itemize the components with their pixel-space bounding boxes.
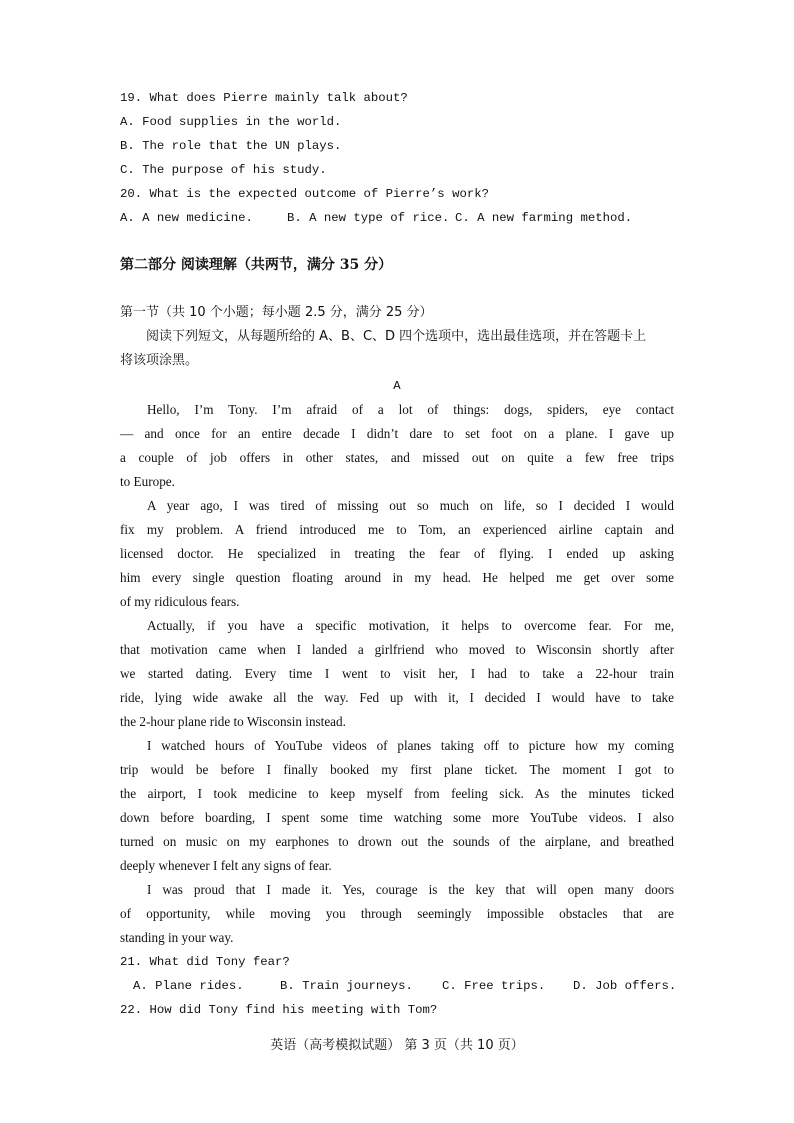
passage-line: the 2-hour plane ride to Wisconsin instead. (120, 714, 346, 729)
q21-option-c: C. Free trips. (442, 979, 546, 993)
passage-line: Actually, if you have a specific motivation, it helps to overcome fear. For me, (147, 618, 674, 633)
question-22: 22. How did Tony find his meeting with Tom? (120, 1003, 438, 1017)
passage-line: him every single question floating around in my head. He helped me get over some (120, 570, 674, 585)
instruction-line-2: 将该项涂黑。 (120, 353, 199, 368)
passage-line: we started dating. Every time I went to visit her, I had to take a 22-hour train (120, 666, 674, 681)
passage-line: I watched hours of YouTube videos of planes taking off to picture how my coming (147, 738, 674, 753)
passage-line: turned on music on my earphones to drown out the sounds of the airplane, and breathed (120, 834, 674, 849)
passage-line: down before boarding, I spent some time watching some more YouTube videos. I also (120, 810, 674, 825)
section-subheading: 第一节（共 10 个小题；每小题 2.5 分，满分 25 分） (120, 305, 433, 320)
q21-option-d: D. Job offers. (573, 979, 677, 993)
passage-line: I was proud that I made it. Yes, courage is the key that will open many doors (147, 882, 674, 897)
passage-line: A year ago, I was tired of missing out so much on life, so I decided I would (147, 498, 674, 513)
passage-line: of my ridiculous fears. (120, 594, 240, 609)
instruction-line-1: 阅读下列短文，从每题所给的 A、B、C、D 四个选项中，选出最佳选项，并在答题卡上 (146, 329, 647, 344)
passage-line: ride, lying wide awake all the way. Fed up with it, I decided I would have to take (120, 690, 674, 705)
passage-line: the airport, I took medicine to keep myself from feeling sick. As the minutes ticked (120, 786, 674, 801)
q19-option-c: C. The purpose of his study. (120, 163, 327, 177)
section-heading: 第二部分 阅读理解（共两节，满分 35 分） (120, 257, 393, 273)
passage-line: fix my problem. A friend introduced me to Tom, an experienced airline captain and (120, 522, 674, 537)
question-21: 21. What did Tony fear? (120, 955, 290, 969)
q20-option-c: C. A new farming method. (455, 211, 633, 225)
page-footer: 英语（高考模拟试题） 第 3 页（共 10 页） (270, 1038, 524, 1053)
passage-line: that motivation came when I landed a girlfriend who moved to Wisconsin shortly after (120, 642, 674, 657)
passage-line: standing in your way. (120, 930, 234, 945)
q21-option-a: A. Plane rides. (133, 979, 244, 993)
passage-line: — and once for an entire decade I didn’t dare to set foot on a plane. I gave up (120, 426, 674, 441)
passage-line: a couple of job offers in other states, and missed out on quite a few free trips (120, 450, 674, 465)
question-19: 19. What does Pierre mainly talk about? (120, 91, 408, 105)
passage-line: Hello, I’m Tony. I’m afraid of a lot of things: dogs, spiders, eye contact (147, 402, 674, 417)
q20-option-a: A. A new medicine. (120, 211, 253, 225)
passage-line: to Europe. (120, 474, 175, 489)
passage-line: trip would be before I finally booked my first plane ticket. The moment I got to (120, 762, 674, 777)
question-20: 20. What is the expected outcome of Pierre’s work? (120, 187, 489, 201)
q19-option-b: B. The role that the UN plays. (120, 139, 342, 153)
passage-label: A (393, 379, 401, 393)
passage-line: of opportunity, while moving you through seemingly impossible obstacles that are (120, 906, 674, 921)
passage-line: licensed doctor. He specialized in treating the fear of flying. I ended up asking (120, 546, 674, 561)
q21-option-b: B. Train journeys. (280, 979, 413, 993)
q19-option-a: A. Food supplies in the world. (120, 115, 342, 129)
passage-line: deeply whenever I felt any signs of fear. (120, 858, 332, 873)
q20-option-b: B. A new type of rice. (287, 211, 450, 225)
